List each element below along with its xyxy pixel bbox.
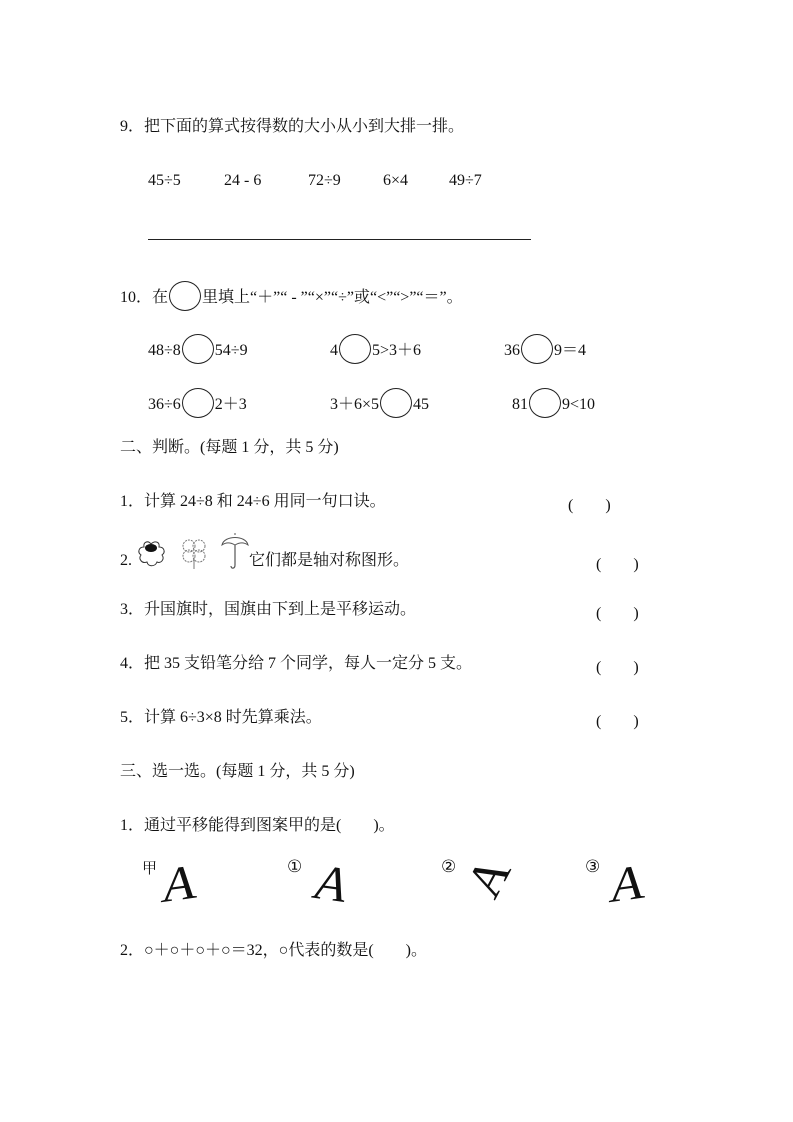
q10-post: 里填上“＋”“ - ”“×”“÷”或“<”“>”“＝”。 (202, 289, 463, 306)
option-label-3[interactable]: ③ (585, 857, 601, 876)
q10-item-2-left: 4 (330, 342, 338, 359)
q10-item-4 (148, 388, 247, 418)
q9-expr-5: 49÷7 (449, 172, 482, 189)
q10-item-5-right: 45 (413, 396, 430, 413)
q10-item-6-right: 9<10 (562, 396, 596, 413)
letter-a-jia: A (159, 852, 201, 914)
flower-icon (133, 538, 169, 570)
sec3-q2: 2．○＋○＋○＋○＝32，○代表的数是( )。 (120, 942, 427, 959)
sec2-item-2-text: 它们都是轴对称图形。 (249, 552, 410, 569)
q9-expr-3: 72÷9 (308, 172, 341, 189)
q9-expr-1: 45÷5 (148, 172, 181, 189)
sec2-item-5: 5．计算 6÷3×8 时先算乘法。 (120, 709, 322, 726)
q10-item-3-right: 9＝4 (554, 342, 587, 359)
sec2-answer-3[interactable]: ( ) (596, 605, 639, 622)
letter-a-option-3: A (607, 852, 649, 914)
option-label-jia: 甲 (142, 861, 158, 877)
letter-a-option-1: A (312, 853, 351, 913)
q10-item-1-left: 48÷8 (148, 342, 181, 359)
q10-item-1 (148, 334, 248, 364)
sec2-title: 二、判断。(每题 1 分，共 5 分) (120, 439, 339, 456)
q10-circle-1[interactable] (182, 334, 214, 364)
sec2-item-3: 3．升国旗时，国旗由下到上是平移运动。 (120, 601, 417, 618)
sec2-item-4: 4．把 35 支铅笔分给 7 个同学，每人一定分 5 支。 (120, 655, 473, 672)
umbrella-icon (220, 531, 250, 571)
q10-item-6-left: 81 (512, 396, 528, 413)
q9-expr-2: 24 - 6 (224, 172, 262, 189)
q10-item-2 (330, 334, 421, 364)
q10-item-3-left: 36 (504, 342, 520, 359)
q10-item-1-right: 54÷9 (214, 342, 248, 359)
sec2-answer-1[interactable]: ( ) (568, 497, 611, 514)
sec2-answer-4[interactable]: ( ) (596, 659, 639, 676)
q10-instruction (120, 281, 463, 311)
sec2-item-2-num: 2. (120, 552, 132, 569)
sec2-answer-2[interactable]: ( ) (596, 556, 639, 573)
q9-answer-line[interactable] (148, 239, 531, 240)
option-label-2[interactable]: ② (441, 857, 457, 876)
q10-item-4-left: 36÷6 (148, 396, 181, 413)
q10-circle-sample (169, 281, 201, 311)
sec2-item-1: 1．计算 24÷8 和 24÷6 用同一句口诀。 (120, 493, 386, 510)
q10-item-4-right: 2＋3 (214, 396, 247, 413)
q9-expr-4: 6×4 (383, 172, 409, 189)
q10-item-2-right: 5>3＋6 (372, 342, 422, 359)
q10-circle-4[interactable] (182, 388, 214, 418)
q10-item-5-left: 3＋6×5 (330, 396, 380, 413)
option-label-1[interactable]: ① (287, 857, 303, 876)
q10-circle-5[interactable] (380, 388, 412, 418)
q9-title: 9．把下面的算式按得数的大小从小到大排一排。 (120, 118, 465, 135)
clover-icon (178, 536, 210, 570)
q10-circle-2[interactable] (339, 334, 371, 364)
sec2-answer-5[interactable]: ( ) (596, 713, 639, 730)
letter-a-option-2: A (454, 847, 522, 907)
q10-circle-6[interactable] (529, 388, 561, 418)
q10-pre: 10．在 (120, 289, 169, 306)
q10-item-6 (512, 388, 595, 418)
q10-item-3 (504, 334, 586, 364)
sec3-title: 三、选一选。(每题 1 分，共 5 分) (120, 763, 355, 780)
sec3-q1: 1．通过平移能得到图案甲的是( )。 (120, 817, 395, 834)
q10-circle-3[interactable] (521, 334, 553, 364)
q10-item-5 (330, 388, 429, 418)
